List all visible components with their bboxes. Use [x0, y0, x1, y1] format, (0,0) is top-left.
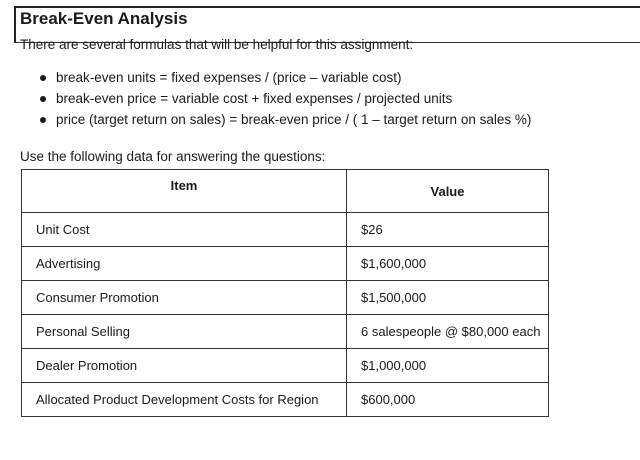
table-row — [22, 247, 549, 281]
column-header-item: Item — [22, 170, 347, 213]
formula-list — [38, 67, 531, 130]
formula-item — [38, 88, 531, 109]
row-item-cell: Dealer Promotion — [22, 349, 347, 383]
row-value-cell: $1,000,000 — [347, 349, 549, 383]
row-item-cell: Allocated Product Development Costs for Region — [22, 383, 347, 417]
row-value-cell: $1,600,000 — [347, 247, 549, 281]
table-row — [22, 213, 549, 247]
formula-text: break-even units = fixed expenses / (price – variable cost) — [56, 70, 402, 85]
table-header-row — [22, 170, 549, 213]
row-value-cell: 6 salespeople @ $80,000 each — [347, 315, 549, 349]
bullet-icon — [40, 96, 46, 102]
table-row — [22, 349, 549, 383]
row-item-cell: Consumer Promotion — [22, 281, 347, 315]
row-item-cell: Advertising — [22, 247, 347, 281]
intro-text: There are several formulas that will be helpful for this assignment: — [20, 37, 414, 52]
formula-text: break-even price = variable cost + fixed expenses / projected units — [56, 91, 453, 106]
row-value-cell: $1,500,000 — [347, 281, 549, 315]
formula-item — [38, 109, 531, 130]
row-value-cell: $600,000 — [347, 383, 549, 417]
table-row — [22, 383, 549, 417]
bullet-icon — [40, 117, 46, 123]
table-row — [22, 281, 549, 315]
page-title: Break-Even Analysis — [20, 9, 188, 28]
row-item-cell: Unit Cost — [22, 213, 347, 247]
data-table — [21, 169, 549, 417]
formula-item — [38, 67, 531, 88]
data-intro-text: Use the following data for answering the questions: — [20, 149, 326, 164]
row-value-cell: $26 — [347, 213, 549, 247]
bullet-icon — [40, 75, 46, 81]
column-header-value: Value — [347, 170, 549, 213]
table-row — [22, 315, 549, 349]
row-item-cell: Personal Selling — [22, 315, 347, 349]
formula-text: price (target return on sales) = break-even price / ( 1 – target return on sales %) — [56, 112, 532, 127]
